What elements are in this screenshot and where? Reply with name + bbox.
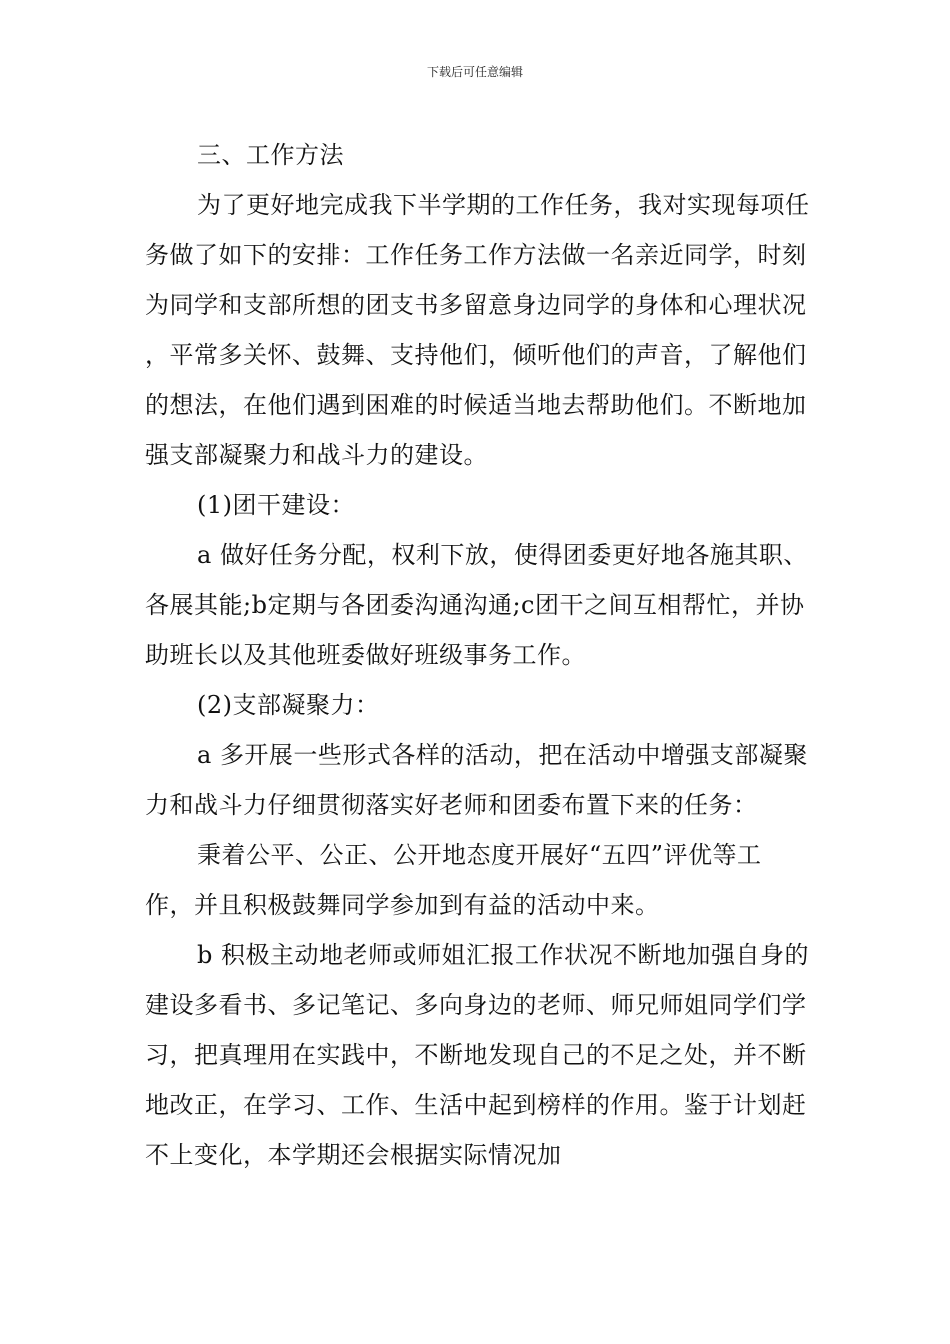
subheading-cohesion: (2)支部凝聚力：: [197, 691, 380, 719]
page-header: 下载后可任意编辑: [426, 65, 523, 79]
document-body: [145, 130, 810, 1180]
paragraph-activities: a 多开展一些形式各样的活动，把在活动中增强支部凝聚力和战斗力仔细贯彻落实好老师和团委布置下来的任务：: [145, 741, 808, 819]
section-heading: 三、工作方法: [197, 141, 344, 169]
subheading-team-building: (1)团干建设：: [197, 491, 355, 519]
paragraph-fairness: 秉着公平、公正、公开地态度开展好“五四”评优等工作，并且积极鼓舞同学参加到有益的活动中来。: [145, 841, 762, 919]
paragraph-intro: 为了更好地完成我下半学期的工作任务，我对实现每项任务做了如下的安排：工作任务工作方法做一名亲近同学，时刻为同学和支部所想的团支书多留意身边同学的身体和心理状况 ，平常多关怀、鼓舞、支持他们，倾听他们的声音，了解他们的想法，在他们遇到困难的时候适当地去帮助他们。不断地加强支部凝聚力和战斗力的建设。: [145, 191, 810, 469]
paragraph-team-building: a 做好任务分配，权利下放，使得团委更好地各施其职、各展其能;b定期与各团委沟通沟通;c团干之间互相帮忙，并协助班长以及其他班委做好班级事务工作。: [145, 541, 808, 669]
paragraph-self-improvement: b 积极主动地老师或师姐汇报工作状况不断地加强自身的建设多看书、多记笔记、多向身边的老师、师兄师姐同学们学习，把真理用在实践中，不断地发现自己的不足之处，并不断地改正，在学习、工作、生活中起到榜样的作用。鉴于计划赶不上变化，本学期还会根据实际情况加: [145, 941, 809, 1169]
